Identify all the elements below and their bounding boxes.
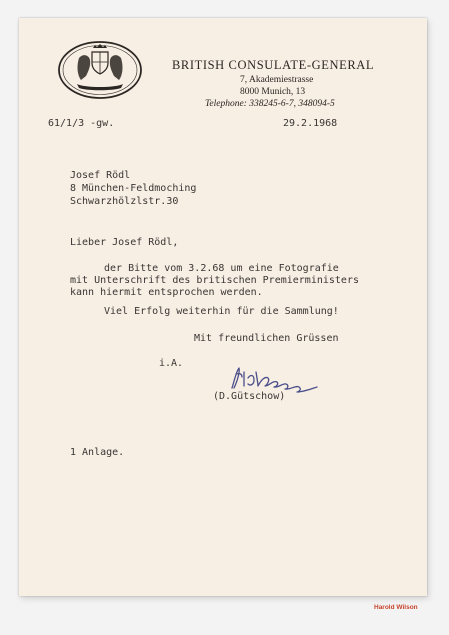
letterhead-telephone: Telephone: 338245-6-7, 348094-5	[205, 99, 335, 109]
signatory-name: (D.Gütschow)	[213, 391, 286, 402]
recipient-street: Schwarzhölzlstr.30	[70, 196, 179, 207]
body-line-2: mit Unterschrift des britischen Premierministers	[70, 275, 359, 286]
recipient-name: Josef Rödl	[70, 170, 131, 181]
letterhead-title: BRITISH CONSULATE-GENERAL	[172, 58, 375, 72]
enclosure-note: 1 Anlage.	[70, 447, 125, 458]
royal-coat-of-arms-icon	[57, 40, 143, 100]
letter-date: 29.2.1968	[283, 118, 338, 129]
recipient-city: 8 München-Feldmoching	[70, 183, 197, 194]
handwritten-signature	[226, 364, 346, 394]
caption-label: Harold Wilson	[374, 604, 418, 611]
body-line-3: kann hiermit entsprochen werden.	[70, 287, 263, 298]
on-behalf-abbrev: i.A.	[159, 358, 184, 369]
closing-wish: Viel Erfolg weiterhin für die Sammlung!	[104, 306, 339, 317]
body-line-1: der Bitte vom 3.2.68 um eine Fotografie	[104, 263, 339, 274]
salutation: Lieber Josef Rödl,	[70, 237, 179, 248]
closing-greeting: Mit freundlichen Grüssen	[194, 333, 339, 344]
reference-number: 61/1/3 -gw.	[48, 118, 115, 129]
letterhead-street: 7, Akademiestrasse	[240, 75, 314, 85]
letterhead-city: 8000 Munich, 13	[240, 87, 306, 97]
